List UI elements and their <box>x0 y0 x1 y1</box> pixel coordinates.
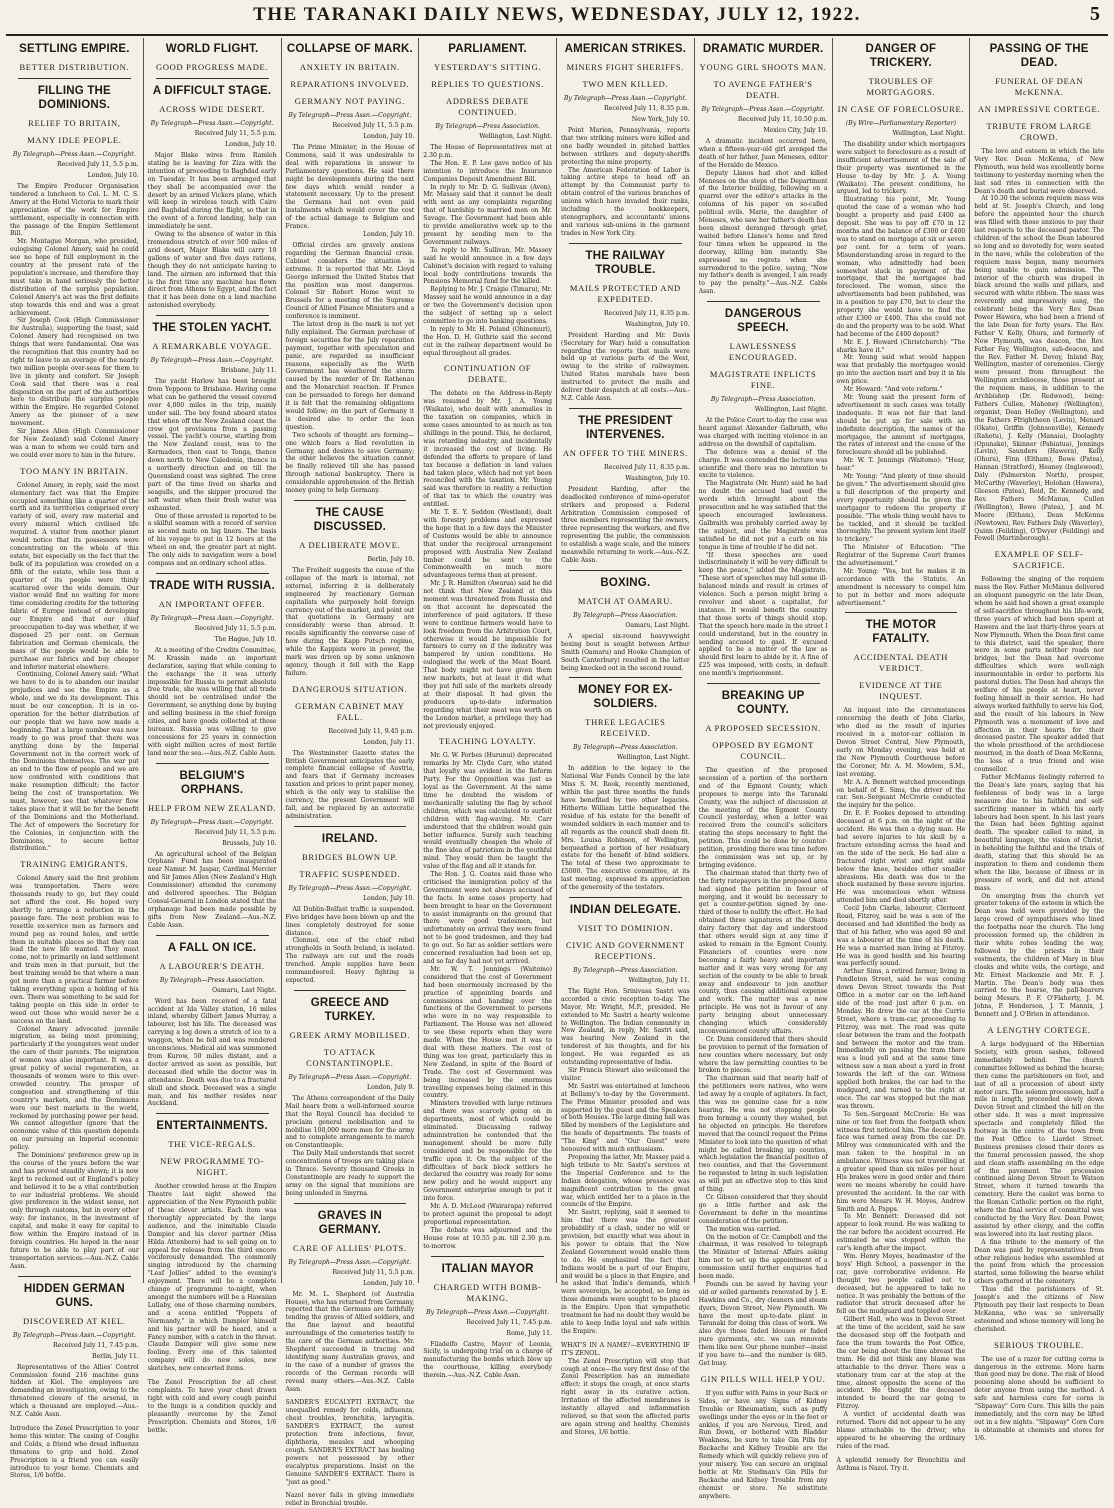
dateline: Received July 11, 5.5 p.m. <box>194 828 277 836</box>
paragraph: The American Federation of Labor is taking active steps to head off an attempt by the Communist party to obtain control of the various branches of unions which have invaded their ranks, including the bookkeepers, stenographers, and accountants' unions and various sub-unions in the garment trades in New York City. <box>561 166 690 237</box>
paragraph: The Hon. E. P. Lee gave notice of his intention to introduce the Insurance Companies Deposit Amendment Bill. <box>423 159 552 183</box>
dateline: Received July 11, 5.5 p.m. <box>194 624 277 632</box>
subheading: DISCOVERED AT KIEL. <box>23 1315 126 1326</box>
column <box>144 38 282 1434</box>
paragraph: Arthur Sims, a retired farmer, living in Pendleton Street, said he was coming down Devon Street towards the Post Office in a motor car on the left-hand side of the road just after 6 p.m. on Monday. He drew the car at the Currie Street, where a tram-car, proceeding to Fitzroy, was met. The road was quite clear between the tram and the footpath and between the motor and the tram. Immediately on passing the tram there was a loud yell and at the same time witness saw a man about a yard in front towards the left of the car. Witness applied both brakes, the car had to the mudguard, and turned to the right at once. The car was stopped but the man was thrown. <box>836 968 966 1110</box>
advertisement: Nazol never fails in giving immediate relief in Bronchial trouble. <box>285 1492 415 1508</box>
subheading: CHARGED WITH BOMB-MAKING. <box>433 1281 542 1303</box>
dateline: London, July 10. <box>363 230 415 238</box>
section-rule <box>845 612 958 613</box>
advertisement: Introduce the Zenol Prescription to your home this winter. The casing of Coughs and Colds, a friend who dread influenza threatens to grip and hold. Zenol Prescription is a friend you can easily introduce to your home. Chemists and Stores, 1/6 bottle. <box>10 1424 139 1480</box>
paragraph: Following the singing of the requiem mass the Rev. Father McManus delivered an eloquent panegyric on the late Dean, whom he said had shown a great example of self-sacrifice throughout his life-work, three years of which had been spent at Hawera and the last thirty-three years at New Plymouth. When the Dean first came to this district, said the speaker, there were in some parts neither roads nor bridges, but the Dean had overcome difficulties which were well-nigh insurmountable in order to perform his pastoral duties. The Dean had always the welfare of his people at heart, never feeling himself in their service. He had always worked faithfully to serve his God, and the result of his labours in New Plymouth was a monument of love and affection in their hearts for their deceased pastor. The speaker added that the whole priesthood of the archdiocese mourned, in the death of Dean McKenna, the loss of a true friend and wise counsellor. <box>974 576 1104 774</box>
paragraph: The motion was carried. <box>705 1225 781 1233</box>
dateline: Oamaru, Last Night. <box>212 986 277 994</box>
headline: THE MOTOR FATALITY. <box>865 619 937 646</box>
paragraph: Mr. M. L. Shepherd (of Australia House), who has returned from Germany, reported that the Germans are faithfully tending the graves of Allied soldiers, and the fine layout and beautiful surroundings of the cemeteries testify to the care of the German authorities. Mr. Shepherd succeeded in tracing and identifying many Australian graves, and in the case of a number of graves the records of the German records will reveal many others.—Aus.-N.Z. Cable Assn. <box>285 1290 415 1393</box>
dateline: Received July 11, 5.5 p.m. <box>194 130 277 137</box>
subheading: ACCIDENTAL DEATH VERDICT. <box>853 652 949 674</box>
paragraph: The debate on the Address-in-Reply was resumed by Mr. J. A. Young (Waikato), who dealt with anomalies in the taxation on companies, which in some cases amounted to as much as ten shillings in the pound. This, he declared, was retarding industry, and incidentally it increased the cost of living. He defended the efforts to prepare of land tax because a deflation in land values had taken place, which had not yet been reconciled with the taxation. Mr. Young said was therefore in reality a reduction of that tax to which the country was entitled. <box>423 390 552 509</box>
paragraph: Mr. W. T. Jennings (Waitomo): "Hear, hear." <box>836 457 966 473</box>
subheading: MINERS FIGHT SHERIFFS. <box>566 62 685 72</box>
subheading: A REMARKABLE VOYAGE. <box>152 341 272 352</box>
subheading: TO ATTACK CONSTANTINOPLE. <box>306 1046 394 1068</box>
headline: TRADE WITH RUSSIA. <box>149 579 275 592</box>
subheading: MAILS PROTECTED AND EXPEDITED. <box>569 282 681 304</box>
column <box>833 38 971 1472</box>
paragraph: Ministers travelled with large retinues and there was scarcely going on in departments, most of which could be eliminated. Discussing railway administration he contended that the management should be more fully considered and be responsible for the traffic upon it. On the subject of the difficulties of back block settlers he declared the country was ready for some new policy and he would support any Government enterprise enough to put it into force. <box>423 1100 552 1203</box>
byline: By Telegraph—Press Assn.—Copyright. <box>150 357 274 365</box>
paragraph: Replying to Mr. J. Craigie (Timaru), Mr. Massey said he would announce in a day or two the Government's decision upon the subject of setting up a select committee to go into banking questions. <box>423 286 552 325</box>
byline: By Telegraph—Press Assn.—Copyright. <box>288 1258 412 1266</box>
dateline: Received July 11, 8.35 p.m. <box>604 309 690 317</box>
column <box>557 38 695 1436</box>
paragraph: The Magistrate (Mr. Hunt) said he had no doubt the accused had used the words which brought about the prosecution and he was satisfied that the speech encouraged lawlessness. Galbraith was probably carried away by the subject, and the Magistrate was satisfied he did not put a curb on his tongue in time of trouble if he did not. <box>698 480 828 551</box>
advertisement: The Zenol Prescription for all chest complaints. To have your chest drawn tight with cold and every cough painful to the lungs is a condition quickly and pleasantly overcome by the Zenol Prescription. Chemists and Stores, 1/6 bottle. <box>147 1379 277 1434</box>
headline: IRELAND. <box>321 832 378 845</box>
paragraph: Thus did the parishioners of St. Joseph's and the citizens of New Plymouth pay their last respects to Dean McKenna, who was so universally esteemed and whose memory will long be cherished. <box>974 1286 1104 1333</box>
subheading: TOO MANY IN BRITAIN. <box>20 465 129 476</box>
subheading: THE VICE-REGALS. <box>168 1139 256 1150</box>
section-rule <box>156 1113 269 1114</box>
dateline: Brisbane, July 11. <box>220 367 277 375</box>
paragraph: The Minister of Education: "The Registrar of the Supreme Court frames the advertisement." <box>836 544 966 568</box>
headline: COLLAPSE OF MARK. <box>286 43 413 55</box>
paragraph: Continuing, Colonel Amery said: "What we have to do is to abandon our insular prejudices and see the Empire as a whole, and we do its development. This must be our conception. It is in co-operation for the better distribution of our people that we have now made a beginning. That a large number was now ready to go was proof that there was anything done by the Imperial Government not in the correct work of the Dominions themselves. The war put an end to the flow of people and we are now confronted with conditions that make resumption difficult; the factor being the cost of transportation. We must, however, see that whatever flow takes place that it will be for the benefit of the Dominions and the Motherland. The Act of empowers the Secretary for the Colonies, in conjunction with the Dominions, to secure better distribution." <box>10 671 139 853</box>
byline: By Telegraph—Press Association. <box>710 396 816 404</box>
column <box>282 38 420 1508</box>
dateline: Brussels, July 10. <box>222 839 277 847</box>
dateline: Received July 11, 5.5 p.m. <box>56 161 139 168</box>
paragraph: The chairman stated that thirty two of the forty ratepayers in the proposed area had signed the petition in favour of merging, and it would be necessary to get a counter-petition signed by one-third of those to nullify the effect. He had obtained three signatures at the Okato dairy factory that day and understood that others would sign at any time if asked to remain in the Egmont County. Financiers of counties were now becoming a fairly heavy and important matter and it was very wrong for any section of the county to be able to break away and endeavour to join another county, thus causing additional expense and work. The matter was a new principle. He was not in favour of any party bringing about unnecessary changing which considerably inconvenienced county affairs. <box>698 869 828 1035</box>
paragraph: A special six-round heavyweight boxing bout is sought between Arthur Smith (Oamaru) and Hooke Champion of South Canterbury) resulted in the latter being knocked out in the second round. <box>561 632 690 672</box>
byline: By Telegraph—Press Association. <box>573 966 678 974</box>
section-rule <box>156 315 269 316</box>
section-rule <box>707 683 820 684</box>
paragraph: Mr. A. D. McLeod (Wairarapa) referred to protect against the proposal to adopt proportional representation. <box>423 1203 552 1226</box>
paragraph: Gilbert Hall, who was in Devon Street at the time of the accident, said he saw the deceased step off the footpath and face the tram towards the Post Office, the car being about the time abreast the tram. He did not think any blame was attachable to the driver. There was a stationary tram car at the stop at the time, almost opposite the scene of the accident. He thought the deceased intended to board the car going to Fitzroy. <box>836 1316 966 1411</box>
paragraph: The Zenol Prescription will stop that cough at once—the very first dose of the Zenol Prescription has an immediate effect: it stops the cough, at once starts right away in its curative action. Irritation of the affected membranes is instantly allayed and inflammation relieved, so that soon the affected parts are again strong and healthy. Chemists and Stores, 1/6 bottle. <box>561 1357 690 1436</box>
subheading: MAGISTRATE INFLICTS FINE. <box>709 369 817 391</box>
paragraph: Father McManus feelingly referred to the Dean's late years, saying that his feebleness of body was in a large measure due to his faithful and self-sacrificing manner in which his early labours had been spent. In his last years the Dean had been fighting against death. The speaker called to mind, in beautiful language, the vision of Christ, in beholding the faithful and the trials of death, stating that this should be an inspiration to them and condemn them when the like, because of illness or in pressure of work, and did not attend mass. <box>974 773 1104 892</box>
dateline: The Hague, July 10. <box>214 635 277 643</box>
section-rule <box>569 408 682 409</box>
section-rule <box>156 935 269 936</box>
byline: (By Wire—Parliamentary Reporter) <box>845 120 956 127</box>
headline: FILLING THE DOMINIONS. <box>37 85 111 111</box>
dateline: Berlin, July 10. <box>367 555 415 563</box>
paragraph: Colonel Amery, in reply, said the most elementary fact was that the Empire occupied something like a quarter of the earth and its territories comprised every variety of soil, every raw material and every mineral which civilised life required. A visitor from another planet would notice that its possessors were concentrating on the whole of this estate, but especially on the fact that the bulk of its population was crowded on a fifth of the estate, while less than a quarter of its people were thinly scattered over the wide domain. Our visitor would find no waiting for more time considering credits for the tottering fabric of Europe instead of developing our Empire and that our chief preoccupation to-day was whether, if we disposed 25 per cent. on German fabrication and German chemicals, the mass of the people would be able to purchase our fabrics and buy cheaper and inferior material elsewhere. <box>10 481 139 671</box>
subheading: VISIT TO DOMINION. <box>577 922 674 933</box>
paragraph: All Dublin-Belfast traffic is suspended. Five bridges have been blown up and the lines completely destroyed for some distance. <box>285 905 415 937</box>
column <box>970 38 1108 1442</box>
paragraph: The Daily Mail understands that secret concentrations of troops are taking place in Thrace. Seventy thousand Greeks in Constantinople are ready to support the army on the signal that munitions are being unloaded in Smyrna. <box>285 1150 415 1197</box>
paragraph: Cecil John Clarke, labourer, Clermont Road, Fitzroy, said he was a son of the deceased and had identified the body as that of his father, who was aged 80 and was a labourer at the time of his death. He was a married man living at Fitzroy. He was in good health and his hearing was perfectly sound. <box>836 905 966 968</box>
dateline: Received July 11, 7.45 p.m. <box>466 1318 552 1326</box>
byline: By Telegraph—Press Association. <box>573 611 678 619</box>
paragraph: A fine tribute to the memory of the Dean was paid by representatives from other religious bodies who assembled at the point from which the procession started, some following the hearse whilst others gathered at the cemetery. <box>974 1238 1104 1286</box>
section-rule <box>18 78 131 79</box>
section-rule <box>294 500 407 501</box>
paragraph: President Harding and Mr. Davis (Secretary for War) held a consultation regarding the reports that mails were held up at various parts of the West, owing to the strike of railwaymen. United States marshals have been instructed to protect the mails and deliver their despatch at all costs.—Aus.-N.Z. Cable Assn. <box>561 331 690 402</box>
paragraph: One of those arrested is reported to be a skilful seaman with a record of service as second mate on big liners. The basis of his voyage to put in 12 hours at the wheel on end, the greater part at night. The only aids to navigation were a bowl compass and an ordinary school atlas. <box>147 512 277 567</box>
subheading: GERMANY NOT PAYING. <box>294 96 405 106</box>
paragraph: Mr. Sastri, replying, said it seemed to him that there was the greatest probability of a clash, under no will or provision, but exactly what was about in his power to obtain that the New Zealand Government would enable them to do. He emphasized the fact that Indians would be a part of our Empire, and would be a place in that Empire, and he asked that India's demands, which were sovereign, be accepted, so long as those demands were sought to be placed in the Empire. Upon that sympathetic treatment he had no doubt they would be able to keep India loyal and safe within the Empire. <box>561 1209 690 1335</box>
byline: By Telegraph—Press Assn.—Copyright. <box>701 106 825 113</box>
paragraph: Mr. E. J. Howard (Christchurch): "The sharks have it." <box>836 338 966 354</box>
paragraph: The House of Representatives met at 2.30 p.m. <box>423 144 552 159</box>
paragraph: Mr. J. R. Hamilton (Awarua) said he did not think that New Zealand at this moment was threatened from Russia and on that account he deprecated the interference of paid agitators. If these were to continue farmers would have to look freedom from the Arbitration Court, otherwise it would be impossible for farmers to carry on if the industry was hampered by union conditions. He eulogised the work of the Meat Board. That body might not have given them new markets, but at least it did what they put full sale of the markets already at their disposal. It had given the producers up-to-date information regarding what their meat was worth on the London market, a privilege they had not previously enjoyed. <box>423 580 552 730</box>
paragraph: The Right Hon. Srinivasa Sastri was accorded a civic reception to-day. The Mayor, Mr. Wright, M.P., presided. He extended to Mr. Sastri a hearty welcome to Wellington. The Indian community in New Zealand, in reply, Mr. Sastri said, was bearing New Zealand in the tenderest of his thoughts, and for his longest. He was regarded as an outstanding representative of India. <box>561 987 690 1067</box>
section-rule <box>18 1276 131 1277</box>
subheading: AN IMPRESSIVE CORTEGE. <box>977 104 1101 114</box>
section-rule <box>431 1256 544 1257</box>
paragraph: Mr. Young: "Yes, but he makes it in accordance with the Statute. An amendment is necessary to compel him to put in better and more adequate advertisement." <box>836 567 966 607</box>
subheading: TWO MEN KILLED. <box>582 79 669 89</box>
byline: By Telegraph—Press Assn.—Copyright. <box>150 614 274 622</box>
section-rule <box>294 990 407 991</box>
paragraph: Dr. E. F. Fookes deposed to attending deceased at 6 p.m. on the night of the accident. He was then a dying man. He had severe injuries to his skull by a fracture extending across the head and on the side of the neck. He had also a fractured right wrist and right ankle below the knee, besides other smaller abrasions. His death was due to the shock sustained by these severe injuries. He was unconscious when witness attended him and died shortly after. <box>836 810 966 905</box>
paragraph: The yacht Harlow has been brought from Yeppoon to Brisbane. Having come what can be gathered the vessel covered over 4,000 miles in the trip, mainly under sail. The boy found aboard states that when off the New Zealand coast the crew got provisions from a passing vessel. The yacht's course, starting from the New Zealand coast, was to the Kermadecs, then east to Tonga, thence down north to New Caledonia, thence in a northerly direction and on till the Queensland coast was sighted. The crew part of the time lived on sharks and seagulls, and the skipper procured the soft water when their fresh water was exhausted. <box>147 378 277 512</box>
paragraph: "If these speeches are used indiscriminately it will be very difficult to keep the peace," added the Magistrate. "These sort of speeches may lull some ill-balanced minds and result in crimes of violence. Such a person might bring a revolver and shoot a capitalist, for instance. It would benefit the country that those sorts of things should stop. That the speech here made in the street I could understand, but in the country in sending accused to gaol. If excused applied to be a matter of the law as should first learn to abide by it. A fine of £25 was imposed, with costs, in default one month's imprisonment. <box>698 551 828 678</box>
headline: WORLD FLIGHT. <box>165 43 259 55</box>
paragraph: Clonmel, one of the chief rebel strongholds in South Ireland, is isolated. The railways are cut and the roads trenched. Ample supplies have been commandeered. Heavy fighting is expected. <box>285 937 415 984</box>
byline: By Telegraph—Press Association. <box>159 976 265 984</box>
subheading: A DELIBERATE MOVE. <box>299 539 401 550</box>
paragraph: The love and esteem in which the late Very Rev. Dean McKenna, of New Plymouth, was held was excellently borne testimony to yesterday morning when the last sad rites in connection with the Dean's death and burial were observed. <box>974 148 1104 195</box>
column <box>419 38 557 1380</box>
paragraph: Mr. Montague Morgan, who presided, eulogising Colonel Amery, said he could see no hope of full employment in the country at the present rate of the population's increase, and therefore they must take in hand seriously the better distribution of the surplus population. Colonel Amery's act was the first definite step towards this end and was a great achievement. <box>10 238 139 317</box>
dateline: Wellington, Last Night. <box>754 406 828 414</box>
paragraph: An inquest into the circumstances concerning the death of John Clarke, who died as the result of injuries received in a motor-car collision in Devon Street Central, New Plymouth, early on Monday evening, was held at the New Plymouth Courthouse before the Coroner, Mr. A. M. Mowlem, S.M., last evening. <box>836 707 966 778</box>
paragraph: The chairman said that nearly half of the petitioners were natives, who were led away by a couple of agitators. In fact, this was no genuine case for a new hearing. He was not stopping people from forming a county they wished, but he objected on principle. He therefore moved that the council request the Prime Minister to look into the question of what might be called breaking up counties, which legislation the financial position of two counties, and that the Government be requested to bring in such legislation as will put an effective stop to this kind of thing. <box>698 1075 828 1194</box>
paragraph: Word has been received of a fatal accident at Ida Valley station, 16 miles inland, whereby Gilbert James Murray, a labourer, lost his life. The deceased was carrying a log down a stretch of ice to a waggon, when he fell and was rendered unconscious. Medical aid was summoned from Kurow, 50 miles distant, and a doctor arrived as soon as possible, but deceased died while the doctor was in attendance. Death was due to a fractured skull and shock. Deceased was a single man, and his mother resides near Auckland. <box>147 997 277 1108</box>
subheading: REPLIES TO QUESTIONS. <box>431 79 545 89</box>
subheading: A LABOURER'S DEATH. <box>159 960 265 971</box>
paragraph: Mr. Sastri was entertained at luncheon at Bellamy's to-day by the Government. The Prime Minister presided and was supported by the guest and the Speakers of both Houses. The large dining hall was filled by members of the Legislature and the heads of departments. The toasts of "The King" and "Our Guest" were honoured with much enthusiasm. <box>561 1082 690 1154</box>
paragraph: The latest drop in the mark is not yet fully explained. The German purchase of foreign securities for the July reparation payment, together with speculation and panic, are regarded as insufficient reasons, especially as the Wirth Government has weathered the storm caused by the murder of Dr. Rathenau and the Monarchist reaction. If France can be persuaded to forego her demand it is felt that the remaining obligations would follow; on the part of Germany it is desired also to order the loan question. <box>285 321 415 431</box>
column <box>695 38 833 1500</box>
paragraph: Mr. T. E. Y. Seddon (Westland), dealt with forestry problems and expressed the hope that in a few days the Minister of Customs would be able to announce that under the reciprocal arrangement proposed with Australia New Zealand timber could be sent to the Commonwealth on much more advantageous terms than at present. <box>423 509 552 580</box>
paragraph: Mr. A. A. Bennett watched proceedings on behalf of E. Sims, the driver of the car. Sen.-Sergeant McCrorie conducted the inquiry for the police. <box>836 778 966 810</box>
paragraph: President Harding, after the deadlocked conference of mine-operator strikers and proposed a Federal Arbitration Commission composed of three members representing the owners, three representing the workers, and five representing the public, the commission to establish a wage scale, and the miners meanwhile returning to work.—Aus.-N.Z. Cable Assn. <box>561 485 690 564</box>
subheading: TEACHING LOYALTY. <box>439 736 537 747</box>
subheading: FUNERAL OF DEAN McKENNA. <box>995 76 1084 97</box>
paragraph: Mr. Young said what would happen was that probably the mortgagee would go into the auction mart and buy it in his own price. <box>836 354 966 386</box>
dateline: Received July 11, 5.5 p.m. <box>332 122 415 129</box>
paragraph: Wm. Henry Moyes, headmaster of the boys' High School, a passenger in the car, gave corroborative evidence. He thought two people called out to deceased, but he appeared to take no notice. It was probably the bottom of the radiator that struck deceased after he fell on the mudguard and toppled over. <box>836 1253 966 1316</box>
subheading: TRAFFIC SUSPENDED. <box>299 868 401 879</box>
section-rule <box>569 570 682 571</box>
headline: GREECE AND TURKEY. <box>310 996 389 1023</box>
dateline: Wellington, Last Night. <box>479 133 552 140</box>
subheading: A LENGTHY CORTEGE. <box>987 1025 1091 1036</box>
subheading: GREEK ARMY MOBILISED. <box>289 1029 411 1040</box>
section-rule <box>156 573 269 574</box>
advertisement: WHAT'S IN A NAME?—EVERYTHING IF IT'S ZENOL. <box>561 1341 690 1357</box>
dateline: Received July 11, 5.5 p.m. <box>332 1268 415 1276</box>
headline: ITALIAN MAYOR <box>441 1262 534 1275</box>
dateline: New York, July 10. <box>631 116 690 123</box>
dateline: London, July 10. <box>363 133 415 140</box>
paragraph: Sir Joseph Cook (High Commissioner for Australia), supporting the toast, said Colonel Amery had recognised on two things that were fundamental. One was the recognition that this country had no right to leave to an average of the nearly two million people over-seas for them to live in plenty and comfort. Sir Joseph Cook said that there was a real disposition on the part of the authorities here to distribute the surplus people within the Empire. He regarded Colonel Amery as the pioneer of a new movement. <box>10 317 139 428</box>
headline: PARLIAMENT. <box>448 43 527 55</box>
subheading: GERMAN CABINET MAY FALL. <box>295 700 405 722</box>
paragraph: At 10.30 the solemn requiem mass was held at St. Joseph's Church, and long before the appointed hour the church was filled with those anxious to pay their last respects to the deceased pastor. The children of the school the Dean laboured so long and so devotedly for, were seated in the nave, while the celebration of the requiem mass began, many mourners being unable to gain admission. The interior of the church was draped in black around the walls and pillars, and secured with white ribbon. The mass was reverently and impressively sung, the celebrant being the Very Rev. Dean Power Hawera, who had been a friend of the late Dean for forty years. The Rev. Father V. Kelly, Ohura, and formerly of New Plymouth, was deacon, the Rev. Father Fay, Wellington, sub-deacon, and the Rev. Father M. Devoy, Inland Bay, Wellington, master of ceremonies. Clergy were present from throughout the Wellington archdiocese, those present at the requiem mass, in addition to the Archbishop (Dr. Redwood), being: Fathers Cullen, Mahoney (Wellington), organist, Dean Holley (Wellington), and the Fathers Ffrightheen (Levin), Menard (Okato), Griffin (Johnsonville), Kennedy (Rahotu), J. Kelly (Manaia), Doolaghty (Opunake), Skinner (Pahiatua), Jennings (Levin), Saunders (Hawera), Kelly (Ohura), Finn (Eltham), Bowe (Patea), Hannan (Stratford), Heaney (Inglewood), Daly (Palmerston North), prosper, McCarthy (Waverley), Holohan (Hawera), Gleeson (Patea), Reid, Dr. Kennedy, and Rev. Fathers McManus, Cullen (Wellington), Bowe (Patea), J. and M. Moore (Eltham), Dean McKenna (Newtown), Rev. Fathers Daly (Waverley), Quinn (Feilding), O'Dwyer (Feilding) and Fowell (Martinborough). <box>974 195 1104 543</box>
dateline: London, July 10. <box>363 1279 415 1287</box>
paragraph: Colonel Amery advocated juvenile migration, as being most promising, particularly if the youngsters went under the care of their parents. The migration of women was also important. It was a great policy of social regeneration, as thousands of women were to this over-crowded country. The prosper of congestion and strengthening of this country's markets, and the Dominions were our best markets in the world, reckoned by purchasing power per head. We cannot altogether ignore that the economic value of this question depends on our pursuing an Imperial economic policy. <box>10 1025 139 1152</box>
byline: By Telegraph—Press Assn.—Copyright. <box>288 1073 412 1081</box>
paragraph: The Freiheit suggests the cause of the collapse of the mark is internal, not external, inferring it is deliberately engineered by reactionary German capitalists who purposely hold foreign currency out of the market, and point out that quotations in Germany are considerably worse than abroad. It recalls significantly the converse case of how during the Kapp Putsch regime, while the Kappists were in power, the mark was driven up by some unknown agency, though it fell with the Kapp failure. <box>285 566 415 677</box>
subheading: GOOD PROGRESS MADE. <box>156 62 269 72</box>
headline: BELGIUM'S ORPHANS. <box>179 769 245 796</box>
paragraph: The Athens correspondent of the Daily Mail hears from a well-informed source that the Royal Council has decided to proclaim general mobilisation and to mobilise 100,000 more men for the army and to complete arrangements to march on Constantinople. <box>285 1094 415 1150</box>
dateline: Wellington, Last Night. <box>617 754 690 762</box>
paragraph: In addition to the legacy to the National War Funds Council by the late Miss S. M. Rook, recently mentioned, within the past three months the funds have benefited by two other legacies. Hitherto William Little bequeathed the residue of his estate for the benefit of wounded soldiers in each manner and to all regards as the council shall deem fit. Mrs. Louisa Robinson, of Wellington, bequeathed a portion of her residuary estate for the benefit of blind soldiers. The total of these two approximate to £5000. The executive committee, at its last meeting, expressed its appreciation of the generosity of the testators. <box>561 765 690 892</box>
paragraph: Proposing the latter, Mr. Massey paid a high tribute to Mr. Sastri's services at the Imperial Conference and to the Indian delegation, whose presence was magnificent contribution to the great war, which entitled her to a place in the councils of the Empire. <box>561 1153 690 1209</box>
headline: DRAMATIC MURDER. <box>702 43 824 55</box>
section-rule <box>569 677 682 678</box>
paragraph: Colonel Amery said the first problem was transportation. There were thousands ready to go, but they could not afford the cost. He hoped very shortly to arrange a reduction in the passage fare. The next problem was to resettle ex-service men as farmers and round peg as round holes, and settle them in suitable places so that they can lead the new life wanted. They must come, not to primarily on land settlement and train men in that pursuit, but the best training would be that where a man got more than a practical farmer before taking everything upon a holding of his own. There was something to be said for taking people on this side in order to weed out those who would never be a success on the land. <box>10 875 139 1025</box>
paragraph: An agricultural school of the Belgian Orphans' Fund has been inaugurated near Namur. M. Jaspar, Cardinal Mercier and Sir James Allen (New Zealand's High Commissioner) attended the ceremony and delivered speeches. The Belgian Consul-General in London stated that the orphanage had been made possible by gifts from New Zealand.—Aus.-N.Z. Cable Assn. <box>147 850 277 929</box>
headline: MONEY FOR EX-SOLDIERS. <box>578 684 673 711</box>
paragraph: The use of a razor for cutting corns is dangerous in the extreme. More harm than good may be done. The risk of blood poisoning alone should be sufficient to deter anyone from using the method. A safe and harmless cure for corns is "Slipaway" Corn Cure. This kills the pain immediately, and the corn may be lifted out in a few nights. "Slipaway" Corn Cure is obtainable at chemists and stores for 1/6. <box>974 1355 1104 1442</box>
subheading: AN OFFER TO THE MINERS. <box>562 447 688 458</box>
paragraph: Cr. Dunn considered that there should be provision to permit of the formation of new counties where necessary, but only where the law permitting counties to be broken to pieces. <box>698 1035 828 1075</box>
byline: By Telegraph—Press Association. <box>435 123 540 130</box>
section-rule <box>294 826 407 827</box>
subheading: TRAINING EMIGRANTS. <box>20 859 129 870</box>
section-rule <box>156 763 269 764</box>
paragraph: Another crowded house at the Empire Theatre last night showed the appreciation of the New Plymouth public of these clever artists. Each item was thoroughly appreciated by the large audience, and the inimitable Claude Dampier and his clever partner (Miss Hilda Attenboro) had to sell going on to appeal for release from the third encore vociferously demanded. The commonly singing introduced by the charming "Leaf Jollies" added to the evening's enjoyment. There will be a complete change of programme to-night, when amongst the numbers will be a Hawaiian Lullaby, one of those charming numbers, and a scena entitled "Poppets of Normandy," in which Dampier himself and his partner will be heard, and a Fancy number, with a catch in the throat. Claude Dampier will give some new fooling. Every one of this talented company will do new solos, new sketches, new concerted items. <box>147 1183 277 1373</box>
dateline: Wellington, Last Night. <box>892 130 966 137</box>
dateline: London, July 10. <box>363 894 415 902</box>
paragraph: Two schools of thought are forming—one which fears a Red revolution in Germany, and desires to save Germany; the other believes the situation cannot be finally relieved till she has passed through national bankruptcy. There is considerable apprehension of the British money going to help Germany. <box>285 431 415 495</box>
paragraph: The Westminster Gazette states the British Government anticipates the early complete financial collapse of Austria, and fears that if Germany increases taxation and prices to print paper money, which is the only way to stabilise the currency, the present Government will fall, and be replaced by an autocratic administration. <box>285 749 415 820</box>
byline: By Telegraph—Press Assn.—Copyright. <box>12 1331 136 1339</box>
paragraph: In reply to Mr. D. G. Sullivan (Avon), Mr. Massey said that it cannot be dealt with sent as any complaints regarding that of hardship to married men on Mr. Savage. The Government had been able to provide ameliorative work up to the present by sending men to the Government railways. <box>423 183 552 246</box>
subheading: EXAMPLE OF SELF-SACRIFICE. <box>994 549 1084 571</box>
subheading: BRIDGES BLOWN UP. <box>302 851 398 862</box>
subheading: BETTER DISTRIBUTION. <box>19 62 130 72</box>
subheading: CONTINUATION OF DEBATE. <box>444 363 532 385</box>
headline: AMERICAN STRIKES. <box>564 43 687 55</box>
paragraph: Pounds can be saved by having your old or soiled garments renovated by J. E. Hawkins and Co., dry cleaners and steam dyers, Devon Street, New Plymouth. We have the most up-to-date plant in Taranaki for doing this class of work. We also dye those faded blouses or faded pure garments, etc. we can renovate them like new. Our phone number—insist if you have to—and the number is 685. Get busy. <box>698 1280 828 1367</box>
paragraph: The disability under which mortgagors were subject to foreclosure as a result of insufficient advertisement of the sale of their property was mentioned in the House to-day by Mr. J. A. Young (Waikato). The present conditions, he argued, led to trickery. <box>836 141 966 196</box>
headline: BREAKING UP COUNTY. <box>721 690 805 717</box>
paragraph: Illustrating his point, Mr. Young quoted the case of a woman who had bought a property and paid £400 as deposit. She was to pay off £70 in 12 months and the balance of £300 or £400 was to stand on mortgage at six or seven per cent. for a term of years. Misunderstanding arose in regard to the woman, who admittedly had been somewhat slack in payment of the mortgage, that the mortgagee had foreclosed. The woman, since the advertisements had been published, was in a position to pay £70, but to clear the property she would have to find the other £300 or £400. This she could not do and the property was to be sold. What had become of the £400 deposit? <box>836 196 966 338</box>
subheading: MANY IDLE PEOPLE. <box>27 135 122 145</box>
paragraph: The Prime Minister, in the House of Commons, said it was undesirable to deal with reparations in answer to Parliamentary questions. He said there might be developments during the next few days which would render a statement necessary. Up to the present the Germans had not even paid instalments which would cover the cost of the actual damage to Belgium and France. <box>285 144 415 231</box>
paragraph: Owing to the absence of water in this tremendous stretch of over 500 miles of arid desert, Major Blake will carry 10 gallons of water and five days rations, though they do not anticipate having to land. The airmen are informed that this is the first time any machine has flown direct from Athens to Egypt, and the fact that it has been done on a land machine astonished everybody. <box>147 231 277 310</box>
headline: DANGEROUS SPEECH. <box>724 308 802 335</box>
dateline: Received July 11, 9.45 p.m. <box>328 727 415 735</box>
subheading: RELIEF TO BRITAIN, <box>28 118 121 128</box>
advert-heading: GIN PILLS WILL HELP YOU. <box>700 1373 826 1384</box>
subheading: REPARATIONS INVOLVED. <box>290 79 410 89</box>
paragraph: Sir James Allen (High Commissioner for New Zealand) said Colonel Amery was a man to whom we could turn and we could ever more to him in the future. <box>10 428 139 459</box>
paragraph: The Hon. J. G. Coates said those who criticised the immigration policy of the Government were not always accused of the facts. In some cases property had been brought to bear on the Government to assist immigrants on the ground that there were good tradesmen, but unfortunately on arrival they were found not to be good tradesmen, and they had to go out. So far as soldier settlers were concerned revaluation had been set up, and so far day had not yet arrived. <box>423 871 552 965</box>
dateline: Received July 11, 8.35 p.m. <box>604 105 690 112</box>
page-number: 5 <box>1090 3 1100 25</box>
subheading: TO AVENGE FATHER'S DEATH. <box>713 79 813 100</box>
headline: PASSING OF THE DEAD. <box>989 43 1089 69</box>
paragraph: In reply to Mr. H. Poland (Ohinemuri), the Hon. D. H. Guthrie said the second cut in the railway department would be equal throughout all grades. <box>423 325 552 357</box>
paragraph: To reply to Mr. Sullivan, Mr. Massey said he would announce in a few days Cabinet's decision with regard to valuing local body contributions towards the Pensions Memorial fund for the killed. <box>423 246 552 286</box>
dateline: London, July 11. <box>363 738 415 746</box>
dateline: Washington, July 10. <box>625 474 690 482</box>
paragraph: The question of the proposed secession of a portion of the northern end of the Egmont County, which proposes to merge into the Taranaki County, was the subject of discussion at the meeting of the Egmont County Council yesterday, when a letter was received from the council's solicitors stating the steps necessary to fight the petition. This could be done by counter-petition, providing there was time before the commission was set up, or by bringing evidence. <box>698 767 828 869</box>
paragraph: The debate was adjourned and the House rose at 10.55 p.m. till 2.30 p.m. to-morrow. <box>423 1226 552 1250</box>
paragraph: Major Blake wires from Ramleh stating he is leaving for Ziza with the intention of proceeding to Baghdad early on Tuesday. It has been arranged that they shall be accompanied over the desert by an armed Vickers plane, which will keep in wireless touch with Cairo and Baghdad during the flight, so that in the event of a forced landing, help can immediately be sent. <box>147 152 277 231</box>
section-rule <box>569 243 682 244</box>
headline: THE CAUSE DISCUSSED. <box>313 506 387 533</box>
paragraph: Mr. W. T. Jennings (Waitomo) considered that the cost of Government had been enormously increased by the practice of appointing boards and commissions and handing over the functions of the Government to persons who were in no way responsible to Parliament. The House was not allowed to see these reports when they were made. When the House met it was to deal with these matters. The cost of thing was too great, particularly this in New Zealand, in spite of the Board of Trade. The cost of Government was being increased by the enormous travelling expenses being claimed in this country. <box>423 965 552 1100</box>
paragraph: If you suffer with Pains in your Back or Sides, or have any Signs of Kidney Trouble or Rheumatism, such as puffy swellings under the eyes or in the feet or ankles, if you are Nervous, Tired, and Run Down, or bothered with Bladder Weakness, be sure to take Gin Pills for Backache and Kidney Trouble are the Remedy which will quickly relieve you of your misery. You can secure an original bottle at Mr. Stedman's Gin Pills for Backache and Kidney Trouble from any chemist or store. No substitute anywhere. <box>698 1389 828 1500</box>
headline: THE STOLEN YACHT. <box>152 322 272 335</box>
paragraph: At a meeting of the Credits Committee, M. Krassin made an important declaration, saying that while coming to the exchange the it was utterly impossible for Russia to permit absolute free trade, she was willing that all trade should not be centralised under the Government, so anything done by buying and selling business in the chief foreign cities, and have goods collected at those bureaux. Russia was willing to give concessions for 25 years in connection with eight million acres of most fertile land near the sea.—Aus.-N.Z. Cable Assn. <box>147 646 277 757</box>
advertisement: A splendid remedy for Bronchitis and Asthma is Nazol. Try it. <box>836 1456 966 1472</box>
section-rule <box>294 1203 407 1204</box>
byline: By Telegraph—Press Assn.—Copyright. <box>150 120 274 127</box>
paragraph: Mr. Howard: "And vote reform." <box>843 386 943 394</box>
paragraph: Official circles are gravely anxious regarding the German financial crisis. Cabinet considers the situation is extreme. It is reported that Mr. Lloyd George informed the United States that the position was most dangerous. Colonel Sir Robert Home went to Brussels for a meeting of the Supreme Council of Allied Finance Ministers and a conference is imminent. <box>285 241 415 321</box>
dateline: Washington, July 10. <box>625 320 690 328</box>
subheading: HELP FROM NEW ZEALAND. <box>147 802 277 813</box>
subheading: EVIDENCE AT THE INQUEST. <box>859 680 943 702</box>
dateline: Rome, July 11. <box>506 1329 552 1337</box>
masthead <box>6 0 1108 36</box>
headline: A FALL ON ICE. <box>167 941 257 954</box>
paragraph: On the motion of Cr. Campbell and the chairman, it was resolved to telegraph the Minister of Internal Affairs asking him not to set up the appointment of a commission until further enquiries had been made. <box>698 1233 828 1281</box>
subheading: THREE LEGACIES RECEIVED. <box>585 717 666 739</box>
paragraph: To Sen.-Sergeant McCrorie: He was nine or ten feet from the footpath when witness first noticed him. The deceased's face was turned away from the car. Dr. Milroy was communicated with and the man taken to the hospital in an ambulance. Witness was not travelling at a greater speed than six miles per hour. His brakes were in good order and there were no means whereby he could have prevented the accident. In the car with him were Messrs W. H. Moyes, Andrew Smith and A. Papps. <box>836 1110 966 1213</box>
headline: THE RAILWAY TROUBLE. <box>585 249 666 276</box>
dateline: Received July 11, 10.50 p.m. <box>737 116 828 123</box>
subheading: CARE OF ALLIES' PLOTS. <box>293 1242 407 1253</box>
byline: By Telegraph—Press Assn.—Copyright. <box>426 1308 550 1316</box>
subheading: ADDRESS DEBATE CONTINUED. <box>446 96 530 117</box>
paragraph: Mr. Young: "And plenty of time should be given." The advertisement should give a full description of the property and every opportunity should be given the mortgagor to redeem the property if possible. "The whole thing would have to be tackled, and it should be tackled thoroughly. The present system lent itself to trickery." <box>836 473 966 544</box>
paragraph: Point Marion, Pennsylvania, reports that two striking miners were killed and one badly wounded in pitched battles between strikers and deputy-sheriffs protecting the mine property. <box>561 127 690 166</box>
subheading: ACROSS WIDE DESERT. <box>159 104 265 114</box>
byline: By Telegraph—Press Assn.—Copyright. <box>150 818 274 826</box>
byline: By Telegraph—Press Assn.—Copyright. <box>12 151 136 158</box>
dateline: Received July 11, 7.45 p.m. <box>53 1341 139 1349</box>
paragraph: A verdict of accidental death was returned. There did not appear to be any blame attachable to the driver, who appeared to be observing the ordinary rules of the road. <box>836 1411 966 1450</box>
subheading: A PROPOSED SECESSION. <box>705 723 821 734</box>
paragraph: Representatives of the Allies' Control Commission found 216 machine guns hidden at Kiel. The employees are demanding an investigation, owing to the threatened closure of the arsenal, in which a thousand are employed.—Aus.-N.Z. Cable Assn. <box>10 1363 139 1419</box>
byline: By Telegraph—Press Association. <box>573 744 678 752</box>
subheading: LAWLESSNESS ENCOURAGED. <box>728 341 798 363</box>
subheading: OPPOSED BY EGMONT COUNCIL. <box>712 740 815 762</box>
subheading: NEW PROGRAMME TO-NIGHT. <box>160 1156 265 1178</box>
headline: GRAVES IN GERMANY. <box>317 1209 382 1236</box>
dateline: Wellington, July 11. <box>628 976 690 984</box>
headline: BOXING. <box>600 576 651 589</box>
paragraph: A large bodyguard of the Hibernian Society, with green sashes, followed immediately behind. The church committee followed as behind the hearse; then came the parishioners on foot, and last of all a procession of about sixty motor cars. The solemn procession, half a mile in length, proceeded slowly down Devon Street and climbed the hill on the other side. It was a most impressive spectacle and completely filled the footway in the centre of the town from the Post Office to Liardet Street. Business premises closed their doors as the funeral procession passed, the shop and clean staffs assembling on the edge of the pavement. The procession continued along Devon Street to Watson Street, where it turned towards the cemetery. Here the casket was borne to the Roman Catholic portion on the right, where the final service of committal was conducted by the Very Rev. Dean Power, assisted by other clergy, and the coffin was lowered into its last resting place. <box>974 1041 1104 1238</box>
advertisement: SANDER'S EUCALYPTI EXTRACT, the unequalled remedy for colds, influenza, chest troubles, bronchitis, laryngitis. SANDER'S EXTRACT, the surest protection from infections, fever, diphtheria, measles and whooping cough. SANDER'S EXTRACT has healing powers not possessed by other eucalyptus preparations. Insist on the Genuine SANDER'S EXTRACT. There is "just as good." <box>285 1399 415 1486</box>
dateline: Received July 11, 8.35 p.m. <box>604 463 690 471</box>
paragraph: The Dominions' preference grew up in the course of the years before the war and has proved steadily shown; it is now kept to reckoned out of England's policy and believed it to be a vital contribution to our industrial problems. We should give preference in the widest sense, not only through customs, but in every other way: for instance, in the investment of capital, and make it easy for capital to flow within the Empire instead of in foreign countries. He hoped in the near future to be able to play part of our transportation services.—Aus.-N.Z. Cable Assn. <box>10 1152 139 1270</box>
headline: INDIAN DELEGATE. <box>569 903 681 916</box>
subheading: CIVIC AND GOVERNMENT RECEPTIONS. <box>565 939 685 961</box>
byline: By Telegraph—Press Assn.—Copyright. <box>288 112 412 119</box>
byline: By Telegraph—Press Assn.—Copyright. <box>563 95 687 102</box>
dateline: Berlin, July 11. <box>91 1352 139 1360</box>
headline: ENTERTAINMENTS. <box>156 1120 268 1133</box>
dateline: London, July 10. <box>225 141 277 148</box>
dateline: London, July 10. <box>87 172 139 179</box>
paragraph: Cr. Gibson considered that they should go a little further and ask the Government to defer in the meantime consideration of the petition. <box>698 1193 828 1225</box>
dateline: Oamaru, Last Night. <box>625 621 690 629</box>
headline: SETTLING EMPIRE. <box>19 43 130 55</box>
dateline: Mexico City, July 10. <box>763 127 828 134</box>
paragraph: A dramatic incident occurred here, when a fifteen-year-old girl avenged the death of her father, Juan Meneses, editor of the Heraldo de Mexico. <box>698 138 828 169</box>
headline: THE PRESIDENT INTERVENES. <box>578 414 673 441</box>
paragraph: Sir Francis Stewart also welcomed the visitor. <box>561 1067 690 1082</box>
section-rule <box>707 301 820 302</box>
subheading: AN IMPORTANT OFFER. <box>158 598 266 609</box>
byline: By Telegraph—Press Assn.—Copyright. <box>288 884 412 892</box>
paragraph: Deputy Llanos had shot and killed Meneses on the steps of the Department of the Interior building, following on a quarrel over the editor's attacks in the columns of his paper on so-called political evils. Marie, the daughter of Meneses, who saw her father's death has been almost deranged through grief, waited before Llanos's home and fired four times when he appeared in the doorway, killing him instantly. She expressed no regrets when she surrendered to the police, saying, "Now my father's death is avenged, I am ready to pay the penalty."—Aus.-N.Z. Cable Assn. <box>698 169 828 296</box>
paragraph: The Empire Producer Organisation tendered a luncheon to Col. L. M. C. S. Amery at the Hotel Victoria to mark their appreciation of the work for Empire settlement, especially in connection with the passage of the Empire Settlement Bill. <box>10 183 139 238</box>
subheading: TRIBUTE FROM LARGE CROWD. <box>986 121 1092 142</box>
section-rule <box>156 78 269 79</box>
headline: A DIFFICULT STAGE. <box>152 85 272 97</box>
headline: DANGER OF TRICKERY. <box>865 43 937 69</box>
subheading: YESTERDAY'S SITTING. <box>433 62 542 72</box>
headline: HIDDEN GERMAN GUNS. <box>23 1282 125 1309</box>
subheading: ANXIETY IN BRITAIN. <box>299 62 400 72</box>
section-rule <box>569 897 682 898</box>
paragraph: The defence was a denial of the charge. It was contended the lecture was scientific and there was no intention to excite to violence. <box>698 448 828 480</box>
paragraph: Mr. G. W. Forbes (Hurunui) deprecated remarks by Mr. Clyde Carr, who stated that loyalty was evident in the Reform Party. For the Opposition was just as loyal as the Government. At the same time he doubted the wisdom of mechanically saluting the flag by school children, which was calculated to surfeit children with flag-waving. Mr. Carr understood that the children would gain better influence. Surely such teaching would eventually cheapen the whole of the fine idea of patriotism in the youthful mind. They would then be taught the value of the flag and all it stands for. <box>423 752 552 871</box>
paragraph: Filadelfo Castro, Mayor of Leonia, Sicily, is undergoing trial on a charge of manufacturing the bombs which blew up the courthouse, killing everybody therein.—Aus.-N.Z. Cable Assn. <box>423 1340 552 1380</box>
paragraph: At the Police Court to-day the case was heard against Alexander Galbraith, who was charged with inciting violence in an address on the downfall of capitalism. <box>698 417 828 448</box>
columns-container <box>6 38 1108 1508</box>
subheading: MATCH AT OAMARU. <box>577 595 673 606</box>
dateline: London, July 9. <box>367 1083 415 1091</box>
paragraph: Mr. Young said the present form of advertisement in such cases was totally inadequate. It was not fair that land should be put up for sale with an indefinite description, the names of the mortgagee, the amount of mortgages, the rates of interest and the cause of the foreclosure should all be published. <box>836 394 966 457</box>
subheading: IN CASE OF FORECLOSURE. <box>837 104 965 114</box>
subheading: DANGEROUS SITUATION. <box>292 683 408 694</box>
column <box>6 38 144 1480</box>
subheading: TROUBLES OF MORTGAGORS. <box>866 76 936 97</box>
subheading: SERIOUS TROUBLE. <box>994 1339 1085 1350</box>
paragraph: On emerging from the church yet greater tokens of the esteem in which the Dean was held were provided by the large crowd of sympathisers who lined the footpaths near the church. The long procession formed up, the children in their white robes leading the way, followed by the priests in their vestments, the children of Mary in blue cloaks and white veils, the cortège, and Mr. Ernest Mackenzie and Mr. F. J. Martin. The Dean's body was then carried to the hearse, the pall-bearers being Messrs. P. F. O'Flaherty, J. M. Johns, P. Henderson, J. T. Mannix, J. Bennett and J. O'Brien in attendance. <box>974 892 1104 1019</box>
masthead-title: THE TARANAKI DAILY NEWS, WEDNESDAY, JULY 12, 1922. <box>253 4 861 25</box>
paragraph: To Mr. Bennett: Deceased did not appear to look round. He was walking to the car before the accident occurred. He estimated he was stopped within the car's length after the impact. <box>836 1213 966 1253</box>
subheading: YOUNG GIRL SHOOTS MAN. <box>699 62 827 72</box>
